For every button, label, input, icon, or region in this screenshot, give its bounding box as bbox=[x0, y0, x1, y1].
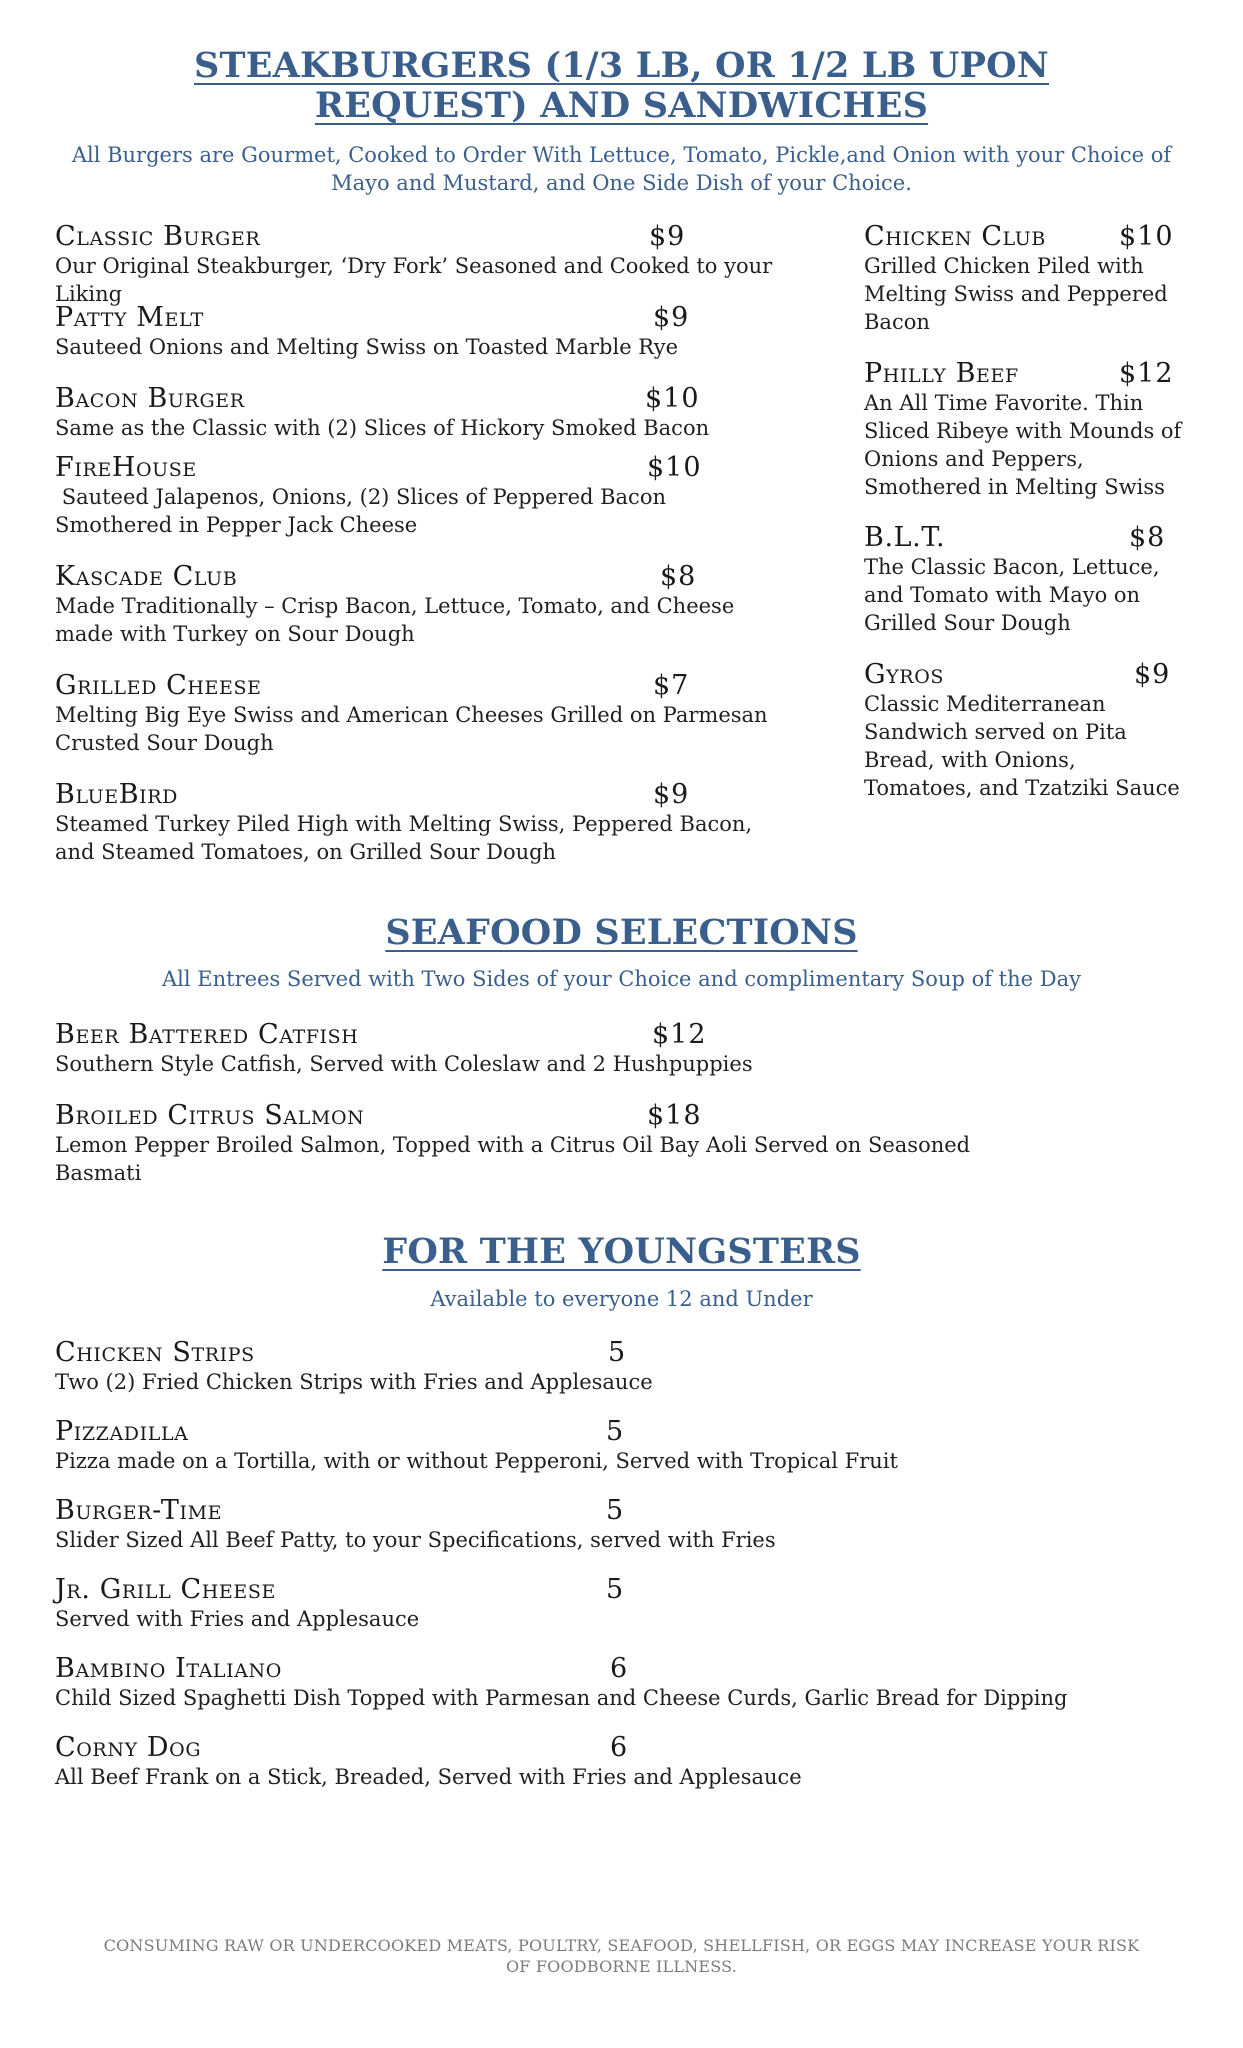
item-name: Beer Battered Catfish bbox=[55, 1019, 359, 1050]
item-name: Chicken Club bbox=[864, 221, 1046, 252]
seafood-title: SEAFOOD SELECTIONS bbox=[385, 912, 858, 953]
item-description: Sauteed Jalapenos, Onions, (2) Slices of Peppered Bacon Smothered in Pepper Jack Cheese bbox=[55, 485, 673, 537]
item-name: FireHouse bbox=[55, 452, 197, 483]
food-safety-warning: CONSUMING RAW OR UNDERCOOKED MEATS, POULTRY, SEAFOOD, SHELLFISH, OR EGGS MAY INCREASE YOUR RISK OF FOODBORNE ILLNESS. bbox=[103, 1936, 1140, 1976]
item-description: Lemon Pepper Broiled Salmon, Topped with a Citrus Oil Bay Aoli Served on Seasoned Basmati bbox=[55, 1133, 971, 1185]
item-price: $9 bbox=[649, 221, 686, 252]
item-description: All Beef Frank on a Stick, Breaded, Served with Fries and Applesauce bbox=[55, 1765, 802, 1789]
item-description: Two (2) Fried Chicken Strips with Fries and Applesauce bbox=[55, 1370, 653, 1394]
item-description: Sauteed Onions and Melting Swiss on Toasted Marble Rye bbox=[55, 335, 679, 359]
item-name: Bacon Burger bbox=[55, 383, 245, 414]
youngsters-title: FOR THE YOUNGSTERS bbox=[382, 1231, 861, 1272]
item-price: $12 bbox=[1119, 358, 1174, 389]
item-name: Pizzadilla bbox=[55, 1416, 189, 1447]
item-description: Melting Big Eye Swiss and American Cheeses Grilled on Parmesan Crusted Sour Dough bbox=[55, 703, 768, 755]
youngsters-subtitle: Available to everyone 12 and Under bbox=[430, 1287, 813, 1311]
item-price: $10 bbox=[1119, 221, 1174, 252]
item-price: $12 bbox=[652, 1019, 707, 1050]
item-description: The Classic Bacon, Lettuce, and Tomato with Mayo on Grilled Sour Dough bbox=[864, 555, 1160, 635]
item-price: 5 bbox=[606, 1495, 625, 1526]
item-price: $9 bbox=[653, 779, 690, 810]
item-price: 5 bbox=[606, 1416, 625, 1447]
item-description: Our Original Steakburger, ‘Dry Fork’ Seasoned and Cooked to your Liking bbox=[55, 254, 773, 306]
item-description: Classic Mediterranean Sandwich served on Pita Bread, with Onions, Tomatoes, and Tzatziki Sauce bbox=[864, 692, 1180, 800]
item-price: $9 bbox=[1134, 659, 1171, 690]
item-price: $8 bbox=[660, 561, 697, 592]
item-name: Grilled Cheese bbox=[55, 670, 262, 701]
item-description: Pizza made on a Tortilla, with or without Pepperoni, Served with Tropical Fruit bbox=[55, 1449, 898, 1473]
item-name: Burger-Time bbox=[55, 1495, 223, 1526]
item-price: 6 bbox=[610, 1732, 629, 1763]
item-price: $9 bbox=[653, 302, 690, 333]
item-description: Made Traditionally – Crisp Bacon, Lettuce, Tomato, and Cheese made with Turkey on Sour Dough bbox=[55, 594, 735, 646]
item-name: Broiled Citrus Salmon bbox=[55, 1100, 365, 1131]
item-name: Patty Melt bbox=[55, 302, 204, 333]
item-price: $18 bbox=[647, 1100, 702, 1131]
item-description: Served with Fries and Applesauce bbox=[55, 1607, 420, 1631]
item-name: Philly Beef bbox=[864, 358, 1019, 389]
item-name: Corny Dog bbox=[55, 1732, 202, 1763]
item-name: BlueBird bbox=[55, 779, 178, 810]
item-price: $8 bbox=[1129, 522, 1166, 553]
item-name: B.L.T. bbox=[864, 522, 946, 553]
item-price: 5 bbox=[606, 1574, 625, 1605]
item-description: Slider Sized All Beef Patty, to your Specifications, served with Fries bbox=[55, 1528, 776, 1552]
item-description: Steamed Turkey Piled High with Melting Swiss, Peppered Bacon, and Steamed Tomatoes, on Grilled Sour Dough bbox=[55, 812, 753, 864]
item-price: 6 bbox=[610, 1653, 629, 1684]
item-description: Child Sized Spaghetti Dish Topped with Parmesan and Cheese Curds, Garlic Bread for Dipping bbox=[55, 1686, 1068, 1710]
item-description: Southern Style Catfish, Served with Coleslaw and 2 Hushpuppies bbox=[55, 1052, 753, 1076]
item-price: 5 bbox=[608, 1337, 627, 1368]
item-price: $7 bbox=[653, 670, 690, 701]
item-price: $10 bbox=[645, 383, 700, 414]
item-description: Grilled Chicken Piled with Melting Swiss and Peppered Bacon bbox=[864, 254, 1168, 334]
item-price: $10 bbox=[647, 452, 702, 483]
item-name: Jr. Grill Cheese bbox=[55, 1574, 276, 1605]
item-name: Classic Burger bbox=[55, 221, 261, 252]
item-description: An All Time Favorite. Thin Sliced Ribeye with Mounds of Onions and Peppers, Smothered in Melting Swiss bbox=[864, 391, 1182, 499]
item-description: Same as the Classic with (2) Slices of Hickory Smoked Bacon bbox=[55, 416, 710, 440]
seafood-subtitle: All Entrees Served with Two Sides of your Choice and complimentary Soup of the Day bbox=[162, 967, 1081, 991]
steakburgers-subtitle: All Burgers are Gourmet, Cooked to Order With Lettuce, Tomato, Pickle,and Onion with your Choice of Mayo and Mustard, and One Side Dish of your Choice. bbox=[71, 143, 1172, 195]
item-name: Kascade Club bbox=[55, 561, 238, 592]
item-name: Gyros bbox=[864, 659, 945, 690]
item-name: Bambino Italiano bbox=[55, 1653, 282, 1684]
steakburgers-title: STEAKBURGERS (1/3 LB, OR 1/2 LB UPON REQUEST) AND SANDWICHES bbox=[193, 45, 1049, 126]
item-name: Chicken Strips bbox=[55, 1337, 255, 1368]
